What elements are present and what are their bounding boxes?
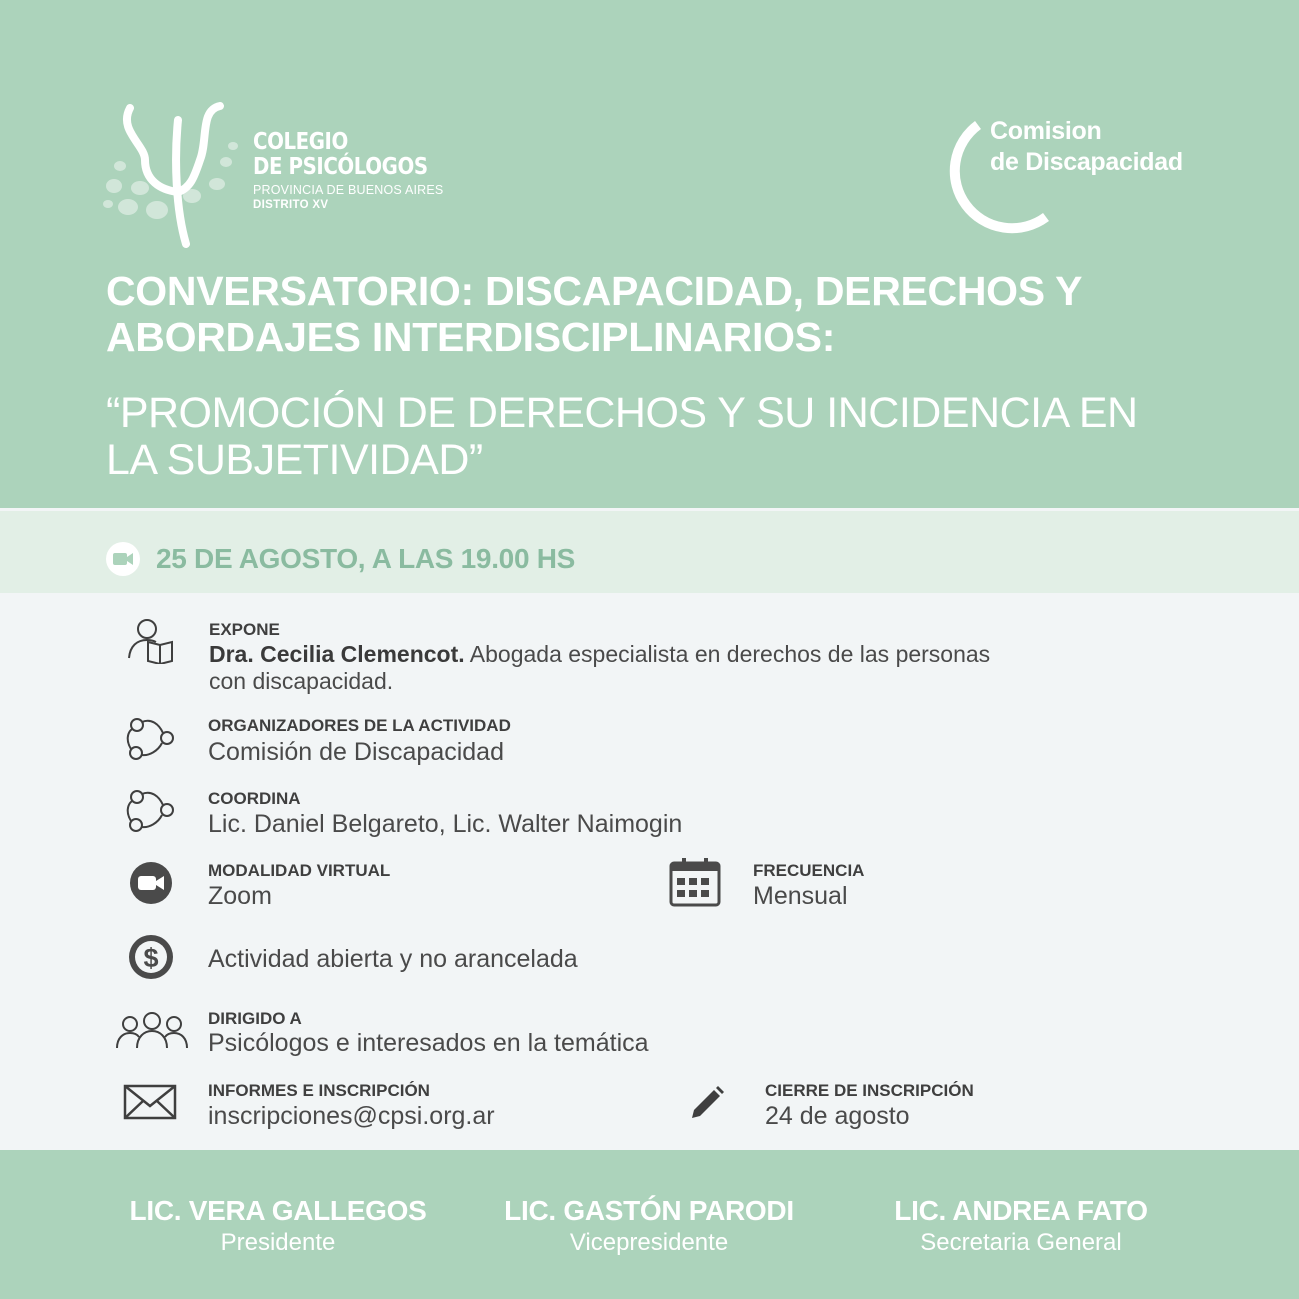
footer-authorities: [0, 1150, 1299, 1299]
logo-line-colegio: COLEGIO: [253, 129, 348, 155]
comision-line1: Comision: [990, 117, 1102, 145]
logo-line-psicologos: DE PSICÓLOGOS: [253, 154, 428, 180]
comision-line2: de Discapacidad: [990, 148, 1183, 176]
event-title: [106, 268, 1206, 360]
authority-name: LIC. GASTÓN PARODI: [504, 1195, 794, 1226]
expone-description: [209, 641, 1109, 695]
coordina-label: COORDINA: [208, 789, 301, 808]
zoom-camera-icon: [129, 861, 173, 910]
network-nodes-icon: [126, 716, 176, 767]
subtitle-line-2: LA SUBJETIVIDAD”: [106, 436, 483, 484]
authority-role: Presidente: [220, 1229, 336, 1256]
authority-role: Vicepresidente: [569, 1229, 729, 1256]
event-subtitle: [106, 390, 1206, 484]
expone-desc-line2: con discapacidad.: [209, 668, 394, 694]
dirigido-value: Psicólogos e interesados en la temática: [208, 1029, 649, 1057]
comision-discapacidad-logo: [930, 115, 1210, 240]
group-people-icon: [115, 1012, 189, 1057]
authority-president: [98, 1194, 458, 1258]
expone-desc-line1: Abogada especialista en derechos de las personas: [464, 641, 991, 667]
video-camera-icon: [106, 542, 140, 576]
cierre-value: 24 de agosto: [765, 1102, 910, 1130]
modalidad-label: MODALIDAD VIRTUAL: [208, 861, 391, 880]
arancel-value: Actividad abierta y no arancelada: [208, 945, 578, 973]
expone-label: EXPONE: [209, 620, 280, 639]
authority-secretary: [841, 1194, 1201, 1258]
subtitle-line-1: “PROMOCIÓN DE DERECHOS Y SU INCIDENCIA EN: [106, 389, 1138, 437]
svg-text:$: $: [143, 943, 159, 973]
envelope-icon: [123, 1084, 177, 1125]
header: [0, 0, 1299, 508]
colegio-psicologos-logo: [100, 100, 444, 250]
informes-email[interactable]: inscripciones@cpsi.org.ar: [208, 1102, 495, 1130]
title-line-1: CONVERSATORIO: DISCAPACIDAD, DERECHOS Y: [106, 268, 1083, 314]
dollar-coin-icon: [127, 933, 175, 986]
authority-role: Secretaria General: [920, 1229, 1122, 1256]
logo-line-distrito: DISTRITO XV: [253, 199, 329, 211]
informes-label: INFORMES E INSCRIPCIÓN: [208, 1081, 430, 1100]
coordina-value: Lic. Daniel Belgareto, Lic. Walter Naimogin: [208, 810, 683, 838]
date-band: [0, 508, 1299, 593]
psi-logo-icon: [100, 100, 250, 250]
organizadores-value: Comisión de Discapacidad: [208, 738, 504, 766]
event-date: 25 DE AGOSTO, A LAS 19.00 HS: [156, 543, 575, 574]
network-nodes-icon: [126, 788, 176, 839]
frecuencia-value: Mensual: [753, 882, 848, 910]
authority-vicepresident: [469, 1194, 829, 1258]
calendar-icon: [669, 858, 721, 913]
modalidad-value: Zoom: [208, 882, 272, 910]
title-line-2: ABORDAJES INTERDISCIPLINARIOS:: [106, 314, 836, 360]
organizadores-label: ORGANIZADORES DE LA ACTIVIDAD: [208, 716, 511, 735]
frecuencia-label: FRECUENCIA: [753, 861, 865, 880]
expone-name: Dra. Cecilia Clemencot.: [209, 641, 465, 667]
speaker-book-icon: [127, 618, 177, 669]
cierre-label: CIERRE DE INSCRIPCIÓN: [765, 1081, 974, 1100]
authority-name: LIC. VERA GALLEGOS: [129, 1195, 427, 1226]
pencil-icon: [690, 1084, 726, 1125]
authority-name: LIC. ANDREA FATO: [894, 1195, 1148, 1226]
dirigido-label: DIRIGIDO A: [208, 1009, 302, 1028]
logo-line-provincia: PROVINCIA DE BUENOS AIRES: [253, 183, 444, 197]
